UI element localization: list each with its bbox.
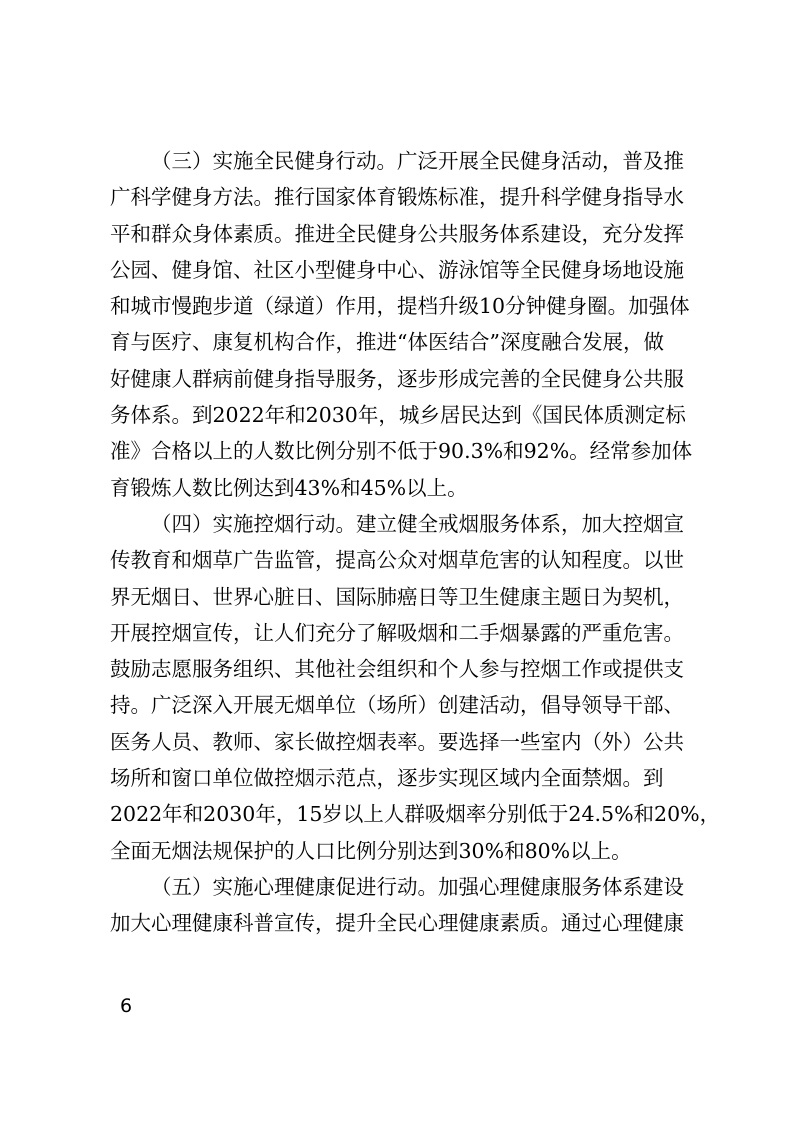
- paragraph-4-line-10: 全面无烟法规保护的人口比例分别达到30%和80%以上。: [110, 838, 632, 863]
- paragraph-3-line-4: 公园、健身馆、社区小型健身中心、游泳馆等全民健身场地设施: [110, 257, 684, 282]
- paragraph-4-line-5: 鼓励志愿服务组织、其他社会组织和个人参与控烟工作或提供支: [110, 657, 684, 682]
- paragraph-4-line-9: 2022年和2030年，15岁以上人群吸烟率分别低于24.5%和20%，: [110, 802, 721, 827]
- page-number: 6: [120, 995, 133, 1017]
- paragraph-4-line-7: 医务人员、教师、家长做控烟表率。要选择一些室内（外）公共: [110, 729, 684, 754]
- paragraph-4-line-2: 传教育和烟草广告监管，提高公众对烟草危害的认知程度。以世: [110, 548, 684, 573]
- paragraph-5-line-1: （五）实施心理健康促进行动。加强心理健康服务体系建设: [151, 874, 684, 899]
- paragraph-4-line-4: 开展控烟宣传，让人们充分了解吸烟和二手烟暴露的严重危害。: [110, 620, 684, 645]
- paragraph-3-line-3: 平和群众身体素质。推进全民健身公共服务体系建设，充分发挥: [110, 221, 684, 246]
- paragraph-5-line-2: 加大心理健康科普宣传，提升全民心理健康素质。通过心理健康: [110, 911, 684, 936]
- paragraph-3-line-2: 广科学健身方法。推行国家体育锻炼标准，提升科学健身指导水: [110, 185, 684, 210]
- paragraph-3-line-1: （三）实施全民健身行动。广泛开展全民健身活动，普及推: [151, 149, 684, 173]
- paragraph-3-line-5: 和城市慢跑步道（绿道）作用，提档升级10分钟健身圈。加强体: [110, 294, 690, 319]
- paragraph-3-line-6: 育与医疗、康复机构合作，推进“体医结合”深度融合发展，做: [110, 330, 664, 355]
- document-body: [110, 143, 721, 942]
- paragraph-3-line-8: 务体系。到2022年和2030年，城乡居民达到《国民体质测定标: [110, 403, 686, 428]
- paragraph-4-line-3: 界无烟日、世界心脏日、国际肺癌日等卫生健康主题日为契机，: [110, 584, 684, 609]
- paragraph-4-line-6: 持。广泛深入开展无烟单位（场所）创建活动，倡导领导干部、: [110, 693, 684, 718]
- paragraph-4-line-1: （四）实施控烟行动。建立健全戒烟服务体系，加大控烟宣: [151, 511, 684, 536]
- paragraph-3-line-9: 准》合格以上的人数比例分别不低于90.3%和92%。经常参加体: [110, 439, 693, 464]
- paragraph-3-line-7: 好健康人群病前健身指导服务，逐步形成完善的全民健身公共服: [110, 366, 684, 391]
- paragraph-3-line-10: 育锻炼人数比例达到43%和45%以上。: [110, 475, 468, 500]
- paragraph-4-line-8: 场所和窗口单位做控烟示范点，逐步实现区域内全面禁烟。到: [110, 766, 664, 791]
